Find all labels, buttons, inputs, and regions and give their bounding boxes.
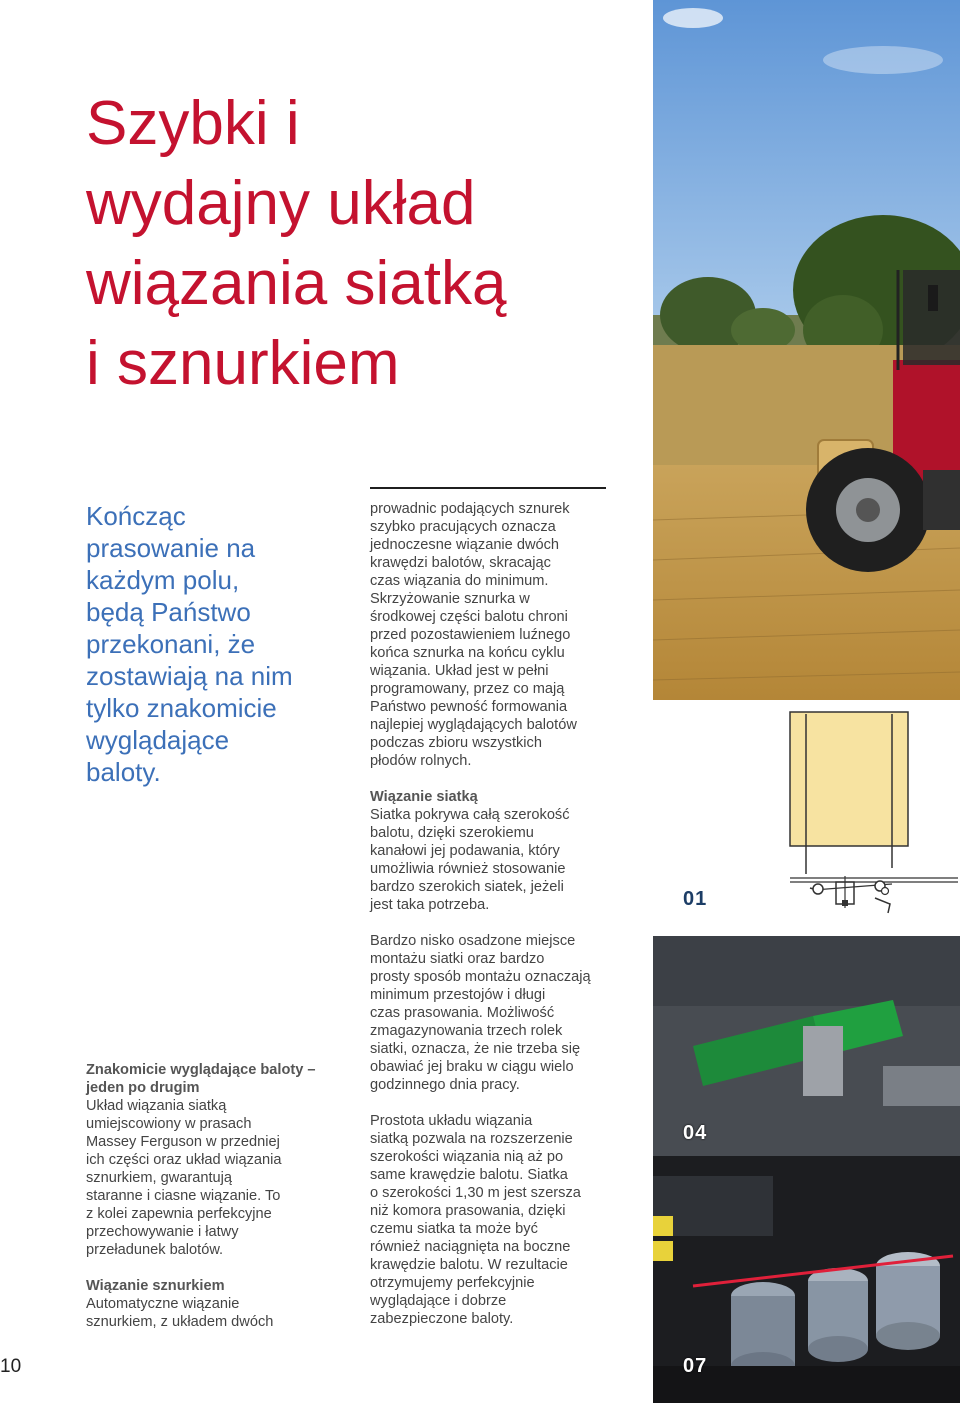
text-line: przed pozostawieniem luźnego <box>370 627 571 643</box>
photo-label: 07 <box>683 1355 708 1377</box>
machinery-illustration <box>653 936 960 1403</box>
column-left-bottom <box>86 1061 346 1331</box>
text-line: zmagazynowania trzech rolek <box>370 1023 563 1039</box>
intro-line: zostawiają na nim <box>86 661 293 691</box>
text-line: wyglądające i dobrze <box>370 1293 507 1309</box>
text-line: również naciągnięta na boczne <box>370 1239 571 1255</box>
intro-line: tylko znakomicie <box>86 693 277 723</box>
intro-line: prasowanie na <box>86 533 256 563</box>
text-line: czemu siatka ta może być <box>370 1221 538 1237</box>
intro-line: wyglądające <box>86 725 230 755</box>
text-line: niż komora prasowania, dzięki <box>370 1203 566 1219</box>
text-line: Skrzyżowanie sznurka w <box>370 591 530 607</box>
text-line: Prostota układu wiązania <box>370 1113 533 1129</box>
text-line: prosty sposób montażu oznaczają <box>370 969 591 985</box>
page-number: 10 <box>0 1356 22 1377</box>
text-line: programowany, przez co mają <box>370 681 565 697</box>
text-line: środkowej części balotu chroni <box>370 609 568 625</box>
net-wrap-diagram <box>780 708 960 918</box>
field-tractor-illustration <box>653 0 960 700</box>
text-line: przechowywanie i łatwy <box>86 1224 239 1240</box>
text-line: szerokości wiązania nią aż po <box>370 1149 564 1165</box>
section-heading: Znakomicie wyglądające baloty – <box>86 1062 316 1078</box>
text-line: siatką pozwala na rozszerzenie <box>370 1131 573 1147</box>
paragraph <box>370 932 630 1094</box>
text-line: podczas zbioru wszystkich <box>370 735 542 751</box>
text-line: sznurkiem, z układem dwóch <box>86 1314 274 1330</box>
text-line: Automatyczne wiązanie <box>86 1296 240 1312</box>
text-line: płodów rolnych. <box>370 753 472 769</box>
divider-rule <box>370 487 606 489</box>
paragraph <box>370 806 630 914</box>
paragraph <box>86 1097 346 1259</box>
text-line: kanałowi jej podawania, który <box>370 843 560 859</box>
text-line: umożliwia również stosowanie <box>370 861 566 877</box>
text-line: umiejscowiony w prasach <box>86 1116 252 1132</box>
text-line: Układ wiązania siatką <box>86 1098 227 1114</box>
title-line: wiązania siatką <box>86 249 507 318</box>
title-line: i sznurkiem <box>86 329 400 398</box>
text-line: Siatka pokrywa całą szerokość <box>370 807 570 823</box>
photo-net-wrap-machinery <box>653 936 960 1403</box>
text-line: krawędzi balotów, skracając <box>370 555 551 571</box>
photo-field-tractor <box>653 0 960 700</box>
title-line: wydajny układ <box>86 169 476 238</box>
photo-label: 04 <box>683 1122 708 1144</box>
text-line: czas wiązania do minimum. <box>370 573 549 589</box>
text-line: bardzo szerokich siatek, jeżeli <box>370 879 564 895</box>
paragraph <box>370 500 630 770</box>
text-line: same krawędzie balotu. Siatka <box>370 1167 568 1183</box>
column-middle-bottom <box>370 932 630 1328</box>
text-line: o szerokości 1,30 m jest szersza <box>370 1185 581 1201</box>
text-line: staranne i ciasne wiązanie. To <box>86 1188 281 1204</box>
text-line: montażu siatki oraz bardzo <box>370 951 545 967</box>
paragraph <box>86 1295 346 1331</box>
text-line: szybko pracujących oznacza <box>370 519 556 535</box>
text-line: jednoczesne wiązanie dwóch <box>370 537 560 553</box>
text-line: Bardzo nisko osadzone miejsce <box>370 933 576 949</box>
title-line: Szybki i <box>86 89 300 158</box>
paragraph <box>370 1112 630 1328</box>
text-line: czas prasowania. Możliwość <box>370 1005 555 1021</box>
text-line: siatki, oznacza, że nie trzeba się <box>370 1041 581 1057</box>
text-line: najlepiej wyglądających balotów <box>370 717 577 733</box>
page-title <box>86 84 646 404</box>
text-line: prowadnic podających sznurek <box>370 501 570 517</box>
text-line: ich części oraz układ wiązania <box>86 1152 282 1168</box>
text-line: obawiać jej braku w ciągu wielo <box>370 1059 574 1075</box>
intro-line: Kończąc <box>86 501 186 531</box>
intro-line: baloty. <box>86 757 161 787</box>
text-line: minimum przestojów i długi <box>370 987 546 1003</box>
diagram-label: 01 <box>683 888 708 910</box>
intro-text <box>86 500 356 788</box>
text-line: przeładunek balotów. <box>86 1242 224 1258</box>
text-line: Massey Ferguson w przedniej <box>86 1134 280 1150</box>
text-line: godzinnego dnia pracy. <box>370 1077 520 1093</box>
text-line: jest taka potrzeba. <box>370 897 490 913</box>
section-heading: jeden po drugim <box>86 1080 200 1096</box>
text-line: sznurkiem, gwarantują <box>86 1170 233 1186</box>
section-heading: Wiązanie sznurkiem <box>86 1278 225 1294</box>
section-heading: Wiązanie siatką <box>370 789 478 805</box>
text-line: Państwo pewność formowania <box>370 699 568 715</box>
text-line: balotu, dzięki szerokiemu <box>370 825 534 841</box>
intro-line: każdym polu, <box>86 565 240 595</box>
diagram-illustration <box>780 708 960 918</box>
text-line: końca sznurka na końcu cyklu <box>370 645 565 661</box>
text-line: z kolei zapewnia perfekcyjne <box>86 1206 272 1222</box>
intro-line: będą Państwo <box>86 597 251 627</box>
text-line: krawędzie balotu. W rezultacie <box>370 1257 568 1273</box>
column-middle-top <box>370 500 630 914</box>
text-line: zabezpieczone baloty. <box>370 1311 514 1327</box>
intro-line: przekonani, że <box>86 629 256 659</box>
text-line: otrzymujemy perfekcyjnie <box>370 1275 535 1291</box>
text-line: wiązania. Układ jest w pełni <box>370 663 549 679</box>
